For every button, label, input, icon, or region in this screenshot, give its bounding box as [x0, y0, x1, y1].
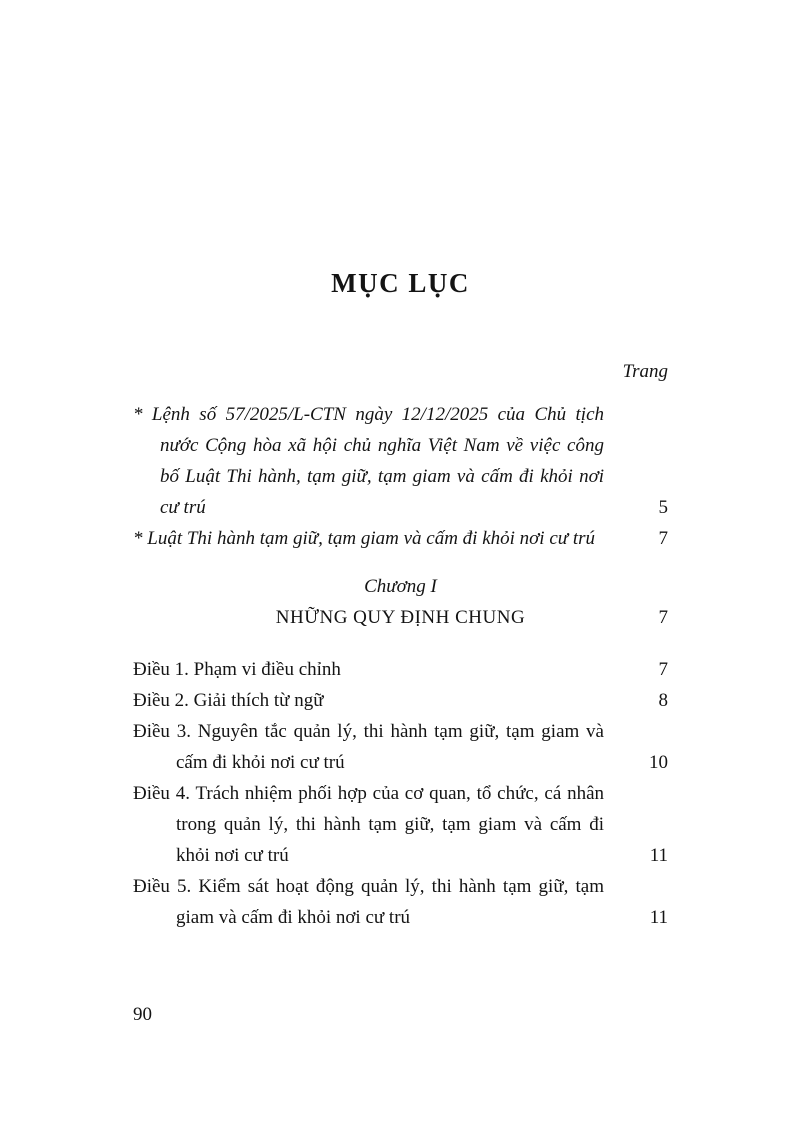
table-of-contents: [133, 399, 668, 933]
toc-entry-text: [133, 523, 634, 554]
entry-marker: *: [133, 404, 143, 425]
article-page-number: 7: [658, 659, 668, 680]
entry-page-number: 5: [658, 497, 668, 518]
chapter-heading: [133, 571, 668, 633]
entry-title: Lệnh số 57/2025/L-CTN ngày 12/12/2025 của Chủ tịch nước Cộng hòa xã hội chủ nghĩa Việt Nam về việc công bố Luật Thi hành, tạm giữ, tạm giam và cấm đi khỏi nơi cư trú: [151, 404, 604, 518]
chapter-page-number: 7: [658, 607, 668, 628]
page-column-header: Trang: [622, 361, 668, 382]
article-page-number: 8: [658, 690, 668, 711]
chapter-label: Chương I: [364, 576, 437, 597]
chapter-title-row: [133, 602, 668, 633]
article-title: Điều 3. Nguyên tắc quản lý, thi hành tạm giữ, tạm giam và cấm đi khỏi nơi cư trú: [133, 721, 604, 773]
toc-article: [133, 871, 668, 933]
article-page-number: 11: [649, 907, 668, 928]
toc-entry: [133, 523, 668, 554]
toc-article: [133, 685, 668, 716]
toc-entry-text: [133, 399, 634, 523]
folio-page-number: 90: [133, 1004, 152, 1025]
article-title: Điều 1. Phạm vi điều chỉnh: [133, 659, 341, 680]
article-title: Điều 4. Trách nhiệm phối hợp của cơ quan, tổ chức, cá nhân trong quản lý, thi hành tạm giữ, tạm giam và cấm đi khỏi nơi cư trú: [133, 783, 604, 866]
article-page-number: 11: [649, 845, 668, 866]
entry-marker: *: [133, 528, 143, 549]
article-title: Điều 5. Kiểm sát hoạt động quản lý, thi hành tạm giữ, tạm giam và cấm đi khỏi nơi cư trú: [133, 876, 604, 928]
article-page-number: 10: [649, 752, 668, 773]
toc-article: [133, 778, 668, 871]
toc-article: [133, 654, 668, 685]
toc-entry: [133, 399, 668, 523]
article-title: Điều 2. Giải thích từ ngữ: [133, 690, 324, 711]
chapter-title: NHỮNG QUY ĐỊNH CHUNG: [275, 607, 526, 628]
entry-page-number: 7: [658, 528, 668, 549]
page-title: MỤC LỤC: [331, 268, 470, 298]
entry-title: Luật Thi hành tạm giữ, tạm giam và cấm đi khỏi nơi cư trú: [147, 528, 596, 549]
toc-article: [133, 716, 668, 778]
